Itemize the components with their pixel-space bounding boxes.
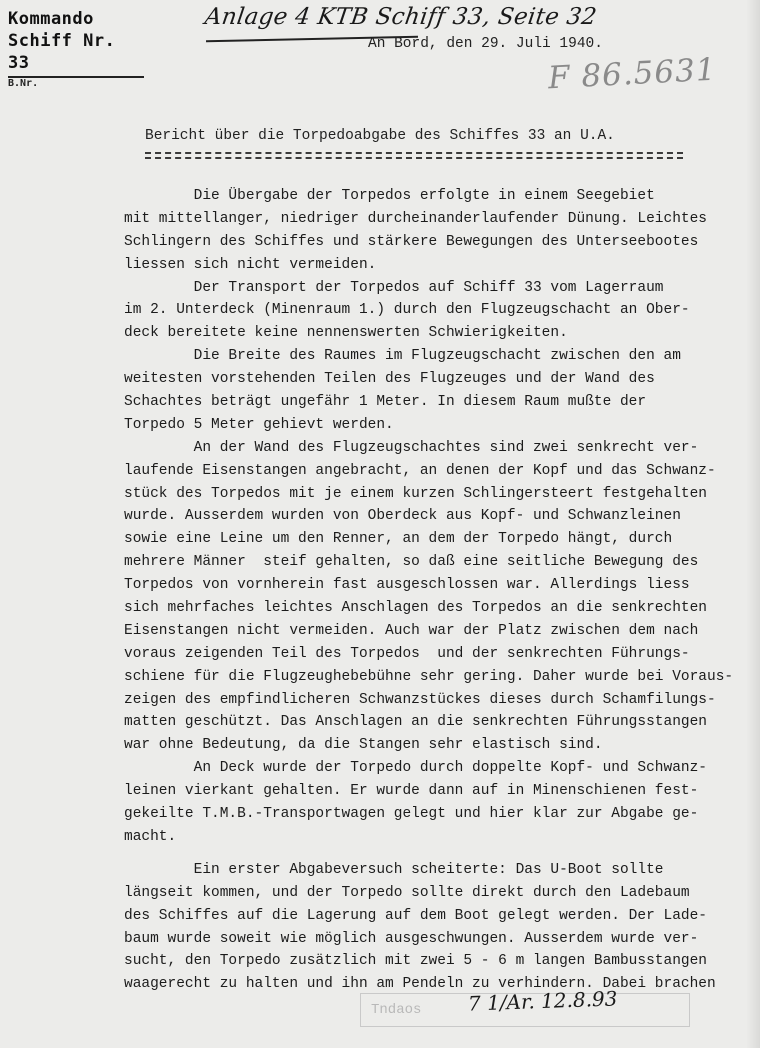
- body-line: Die Übergabe der Torpedos erfolgte in einem Seegebiet: [124, 188, 655, 204]
- body-line: zeigen des empfindlicheren Schwanzstückes dieses durch Schamfilungs-: [124, 691, 716, 708]
- body-line: Torpedos von vornherein fast ausgeschlossen war. Allerdings liess: [124, 577, 690, 594]
- stamp-line-1: Kommando: [8, 9, 94, 29]
- body-line: Eisenstangen nicht vermeiden. Auch war der Platz zwischen dem nach: [124, 622, 699, 639]
- body-line: leinen vierkant gehalten. Er wurde dann auf in Minenschienen fest-: [124, 783, 699, 800]
- page-edge-shadow: [746, 0, 760, 1048]
- body-line: mit mittellanger, niedriger durcheinanderlaufender Dünung. Leichtes: [124, 210, 707, 227]
- body-line: stück des Torpedos mit je einem kurzen Schlingersteert festgehalten: [124, 485, 707, 502]
- report-body: [124, 185, 734, 996]
- report-title: Bericht über die Torpedoabgabe des Schiffes 33 an U.A.: [145, 128, 615, 144]
- body-line: An Deck wurde der Torpedo durch doppelte Kopf- und Schwanz-: [124, 760, 707, 777]
- body-line: waagerecht zu halten und ihn am Pendeln zu verhindern. Dabei brachen: [124, 976, 716, 993]
- footer-faint-stamp: Tndaos: [360, 993, 690, 1027]
- body-line: Der Transport der Torpedos auf Schiff 33 vom Lagerraum: [124, 279, 664, 296]
- stamp-line-2: Schiff Nr. 33: [8, 31, 116, 73]
- title-double-rule: [145, 152, 683, 159]
- place-date-line: An Bord, den 29. Juli 1940.: [368, 36, 603, 52]
- body-line: weitesten vorstehenden Teilen des Flugzeuges und der Wand des: [124, 371, 655, 388]
- body-line: war ohne Bedeutung, da die Stangen sehr elastisch sind.: [124, 737, 603, 754]
- body-line: liessen sich nicht vermeiden.: [124, 256, 377, 273]
- archive-id-handwritten: F 86.5631: [547, 51, 718, 97]
- handwritten-annotation-top: Anlage 4 KTB Schiff 33, Seite 32: [203, 4, 599, 30]
- body-line: Die Breite des Raumes im Flugzeugschacht zwischen den am: [124, 348, 681, 365]
- body-line: mehrere Männer steif gehalten, so daß eine seitliche Bewegung des: [124, 554, 699, 571]
- body-line: wurde. Ausserdem wurden von Oberdeck aus Kopf- und Schwanzleinen: [124, 508, 681, 525]
- body-line: Ein erster Abgabeversuch scheiterte: Das U-Boot sollte: [124, 861, 664, 878]
- handwritten-footer-reference: 7 1/Ar. 12.8.93: [467, 986, 618, 1016]
- body-line: Schlingern des Schiffes und stärkere Bewegungen des Unterseebootes: [124, 233, 699, 250]
- paragraph-gap: [124, 849, 734, 859]
- stamp-line-3: B.Nr.: [8, 78, 39, 89]
- command-stamp: [8, 8, 146, 90]
- body-line: An der Wand des Flugzeugschachtes sind zwei senkrecht ver-: [124, 439, 699, 456]
- body-line: matten geschützt. Das Anschlagen an die senkrechten Führungsstangen: [124, 714, 707, 731]
- body-line: sich mehrfaches leichtes Anschlagen des Torpedos an die senkrechten: [124, 600, 707, 617]
- body-line: des Schiffes auf die Lagerung auf dem Boot gelegt werden. Der Lade-: [124, 907, 707, 924]
- body-line: längseit kommen, und der Torpedo sollte direkt durch den Ladebaum: [124, 884, 690, 901]
- body-line: sowie eine Leine um den Renner, an dem der Torpedo hängt, durch: [124, 531, 673, 548]
- body-line: baum wurde soweit wie möglich ausgeschwungen. Ausserdem wurde ver-: [124, 930, 699, 947]
- body-line: im 2. Unterdeck (Minenraum 1.) durch den Flugzeugschacht an Ober-: [124, 302, 690, 319]
- body-line: deck bereitete keine nennenswerten Schwierigkeiten.: [124, 325, 568, 342]
- body-line: laufende Eisenstangen angebracht, an denen der Kopf und das Schwanz-: [124, 462, 716, 479]
- body-line: schiene für die Flugzeughebebühne sehr gering. Daher wurde bei Voraus-: [124, 668, 734, 685]
- body-line: macht.: [124, 828, 177, 845]
- body-line: gekeilte T.M.B.-Transportwagen gelegt und hier klar zur Abgabe ge-: [124, 806, 699, 823]
- body-line: voraus zeigenden Teil des Torpedos und der senkrechten Führungs-: [124, 645, 690, 662]
- body-line: sucht, den Torpedo zusätzlich mit zwei 5 - 6 m langen Bambusstangen: [124, 953, 707, 970]
- body-line: Schachtes beträgt ungefähr 1 Meter. In diesem Raum mußte der: [124, 394, 647, 411]
- body-line: Torpedo 5 Meter gehievt werden.: [124, 416, 394, 433]
